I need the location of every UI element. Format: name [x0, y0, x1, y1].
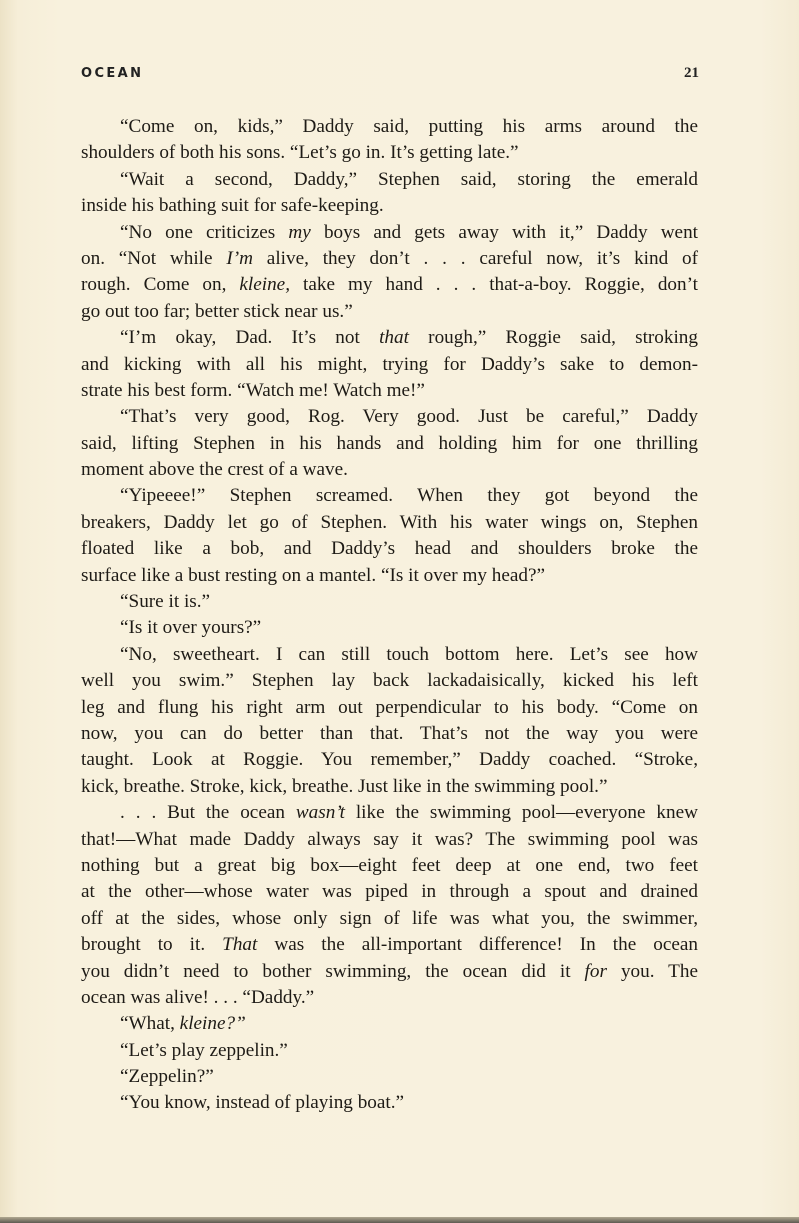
text-run: was the all-important difference! In the ocean [257, 934, 698, 956]
text-line [81, 1038, 698, 1064]
text-run: brought to it. [81, 934, 223, 956]
text-run: that!—What made Daddy always say it was? The swimming pool was [81, 828, 698, 850]
text-run: ocean was alive! . . . “Daddy.” [81, 986, 315, 1008]
text-run: “Yipeeee!” Stephen screamed. When they got beyond the [120, 485, 698, 507]
text-line [81, 1011, 698, 1037]
text-line [81, 642, 698, 668]
text-run: you didn’t need to bother swimming, the ocean did it [81, 960, 585, 982]
text-run: now, you can do better than that. That’s not the way you were [81, 722, 698, 744]
italic-text: for [584, 960, 607, 982]
text-line [81, 378, 698, 404]
text-run: rough,” Roggie said, stroking [408, 327, 698, 349]
text-run: “You know, instead of playing boat.” [120, 1092, 405, 1114]
text-line [81, 352, 698, 378]
text-run: said, lifting Stephen in his hands and holding him for one thrilling [81, 432, 698, 454]
text-run: leg and flung his right arm out perpendicular to his body. “Come on [81, 696, 698, 718]
text-line [81, 1064, 698, 1090]
text-run: “No one criticizes [120, 221, 289, 243]
text-run: like the swimming pool—everyone knew [344, 802, 698, 824]
text-line [81, 695, 698, 721]
text-run: boys and gets away with it,” Daddy went [310, 221, 698, 243]
text-run: taught. Look at Roggie. You remember,” Daddy coached. “Stroke, [81, 749, 698, 771]
text-run: “Come on, kids,” Daddy said, putting his arms around the [120, 116, 698, 137]
text-line [81, 457, 698, 483]
text-run: “Wait a second, Daddy,” Stephen said, storing the emerald [120, 168, 698, 190]
text-line [81, 959, 698, 985]
italic-text: kleine, [239, 274, 290, 296]
text-line [81, 747, 698, 773]
text-run: shoulders of both his sons. “Let’s go in. It’s getting late.” [81, 142, 519, 164]
text-line [81, 721, 698, 747]
text-line [81, 167, 698, 193]
text-run: “That’s very good, Rog. Very good. Just be careful,” Daddy [120, 406, 698, 428]
text-line [81, 615, 698, 641]
text-run: you. The [606, 960, 699, 982]
text-run: kick, breathe. Stroke, kick, breathe. Just like in the swimming pool.” [81, 775, 608, 797]
text-run: “I’m okay, Dad. It’s not [120, 327, 380, 349]
text-run: “No, sweetheart. I can still touch bottom here. Let’s see how [120, 643, 698, 665]
text-run: inside his bathing suit for safe-keeping. [81, 195, 384, 217]
italic-text: that [379, 327, 409, 349]
text-run: and kicking with all his might, trying for Daddy’s sake to demon- [81, 353, 698, 375]
text-run: “Sure it is.” [120, 591, 211, 613]
body-text [81, 114, 698, 1117]
text-line [81, 220, 698, 246]
text-run: on. “Not while [81, 247, 227, 269]
text-line [81, 774, 698, 800]
text-line [81, 906, 698, 932]
italic-text: That [222, 934, 258, 956]
text-line [81, 985, 698, 1011]
text-run: . . . But the ocean [120, 802, 296, 824]
text-line [81, 853, 698, 879]
text-line [81, 1090, 698, 1116]
italic-text: kleine?” [179, 1013, 246, 1035]
text-run: rough. Come on, [81, 274, 240, 296]
italic-text: my [288, 221, 311, 243]
text-run: “What, [120, 1013, 180, 1035]
page-number: 21 [684, 65, 699, 81]
text-line [81, 325, 698, 351]
text-line [81, 114, 698, 140]
text-line [81, 589, 698, 615]
italic-text: I’m [226, 247, 253, 269]
text-run: take my hand . . . that-a-boy. Roggie, don’t [290, 274, 698, 296]
text-line [81, 668, 698, 694]
text-line [81, 563, 698, 589]
text-run: moment above the crest of a wave. [81, 459, 348, 481]
text-run: alive, they don’t . . . careful now, it’s kind of [253, 247, 698, 269]
text-run: off at the sides, whose only sign of life was what you, the swimmer, [81, 907, 698, 929]
text-line [81, 879, 698, 905]
text-line [81, 827, 698, 853]
text-line [81, 800, 698, 826]
text-run: strate his best form. “Watch me! Watch me!” [81, 379, 425, 401]
page-bottom-edge [0, 1217, 799, 1223]
text-line [81, 431, 698, 457]
text-run: “Is it over yours?” [120, 617, 262, 639]
text-line [81, 272, 698, 298]
text-run: floated like a bob, and Daddy’s head and shoulders broke the [81, 538, 698, 560]
text-run: surface like a bust resting on a mantel. “Is it over my head?” [81, 564, 546, 586]
text-line [81, 193, 698, 219]
text-run: nothing but a great big box—eight feet deep at one end, two feet [81, 854, 698, 876]
text-line [81, 536, 698, 562]
text-line [81, 140, 698, 166]
page-header [81, 66, 699, 86]
running-title: OCEAN [81, 66, 144, 81]
text-line [81, 932, 698, 958]
text-line [81, 510, 698, 536]
text-run: “Zeppelin?” [120, 1066, 214, 1088]
text-run: well you swim.” Stephen lay back lackadaisically, kicked his left [81, 670, 698, 692]
text-line [81, 299, 698, 325]
text-run: breakers, Daddy let go of Stephen. With his water wings on, Stephen [81, 511, 698, 533]
text-line [81, 246, 698, 272]
italic-text: wasn’t [295, 802, 345, 824]
text-run: “Let’s play zeppelin.” [120, 1039, 288, 1061]
text-line [81, 483, 698, 509]
text-line [81, 404, 698, 430]
text-run: at the other—whose water was piped in through a spout and drained [81, 881, 698, 903]
text-run: go out too far; better stick near us.” [81, 300, 353, 322]
